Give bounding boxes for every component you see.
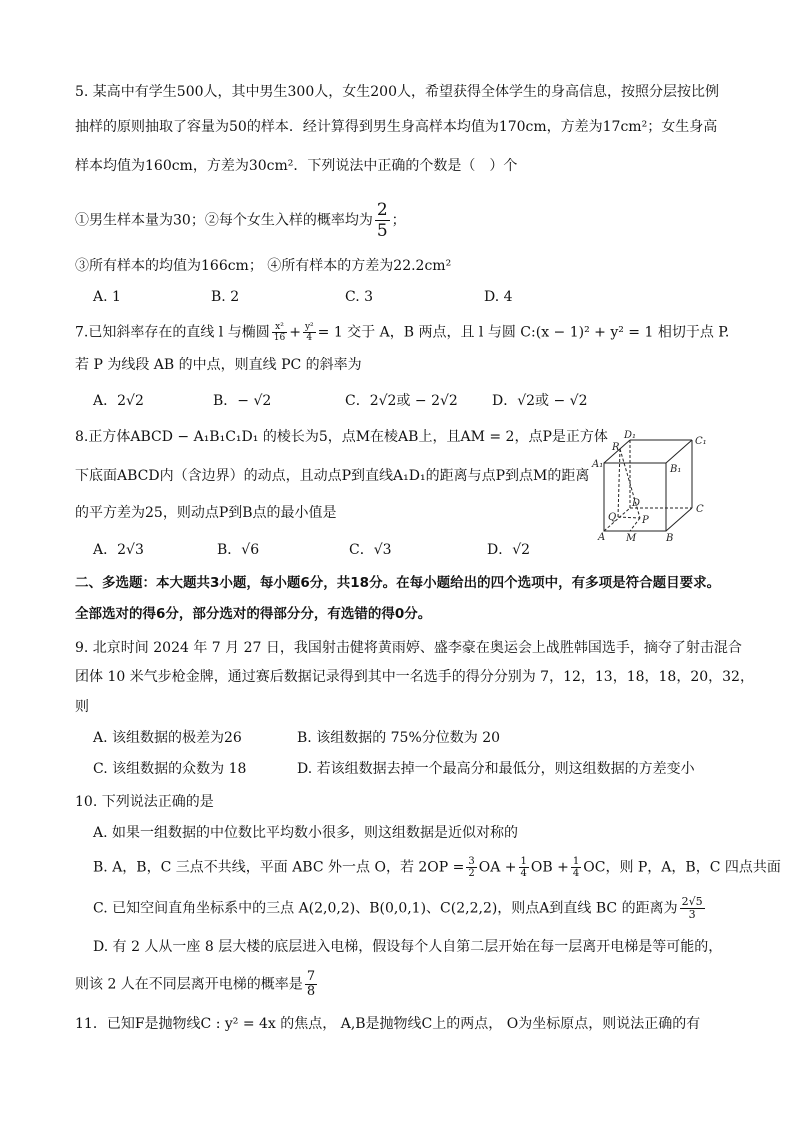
label-m: M (626, 533, 637, 544)
edge-b1-c1 (666, 440, 692, 463)
label-a1: A₁ (592, 459, 604, 470)
q9-line-3: 则 (75, 699, 89, 715)
q10-option-c (93, 896, 707, 921)
q7-ellipse-frac-2 (303, 322, 316, 343)
q10-b-frac-1 (466, 856, 476, 879)
label-q: Q (608, 512, 617, 523)
q7-option-a: A．2√2 (93, 393, 144, 409)
q7-ell-num-2: y² (304, 322, 314, 332)
q7-option-b: B．− √2 (213, 393, 272, 409)
label-a: A (598, 532, 606, 543)
q7-line1-b: = 1 交于 A，B 两点，且 l 与圆 C:(x − 1)² + y² = 1 相切于点 P. (317, 324, 730, 341)
q10-b-v1: OA + (478, 859, 517, 876)
q10-b-f3-den: 4 (572, 868, 580, 879)
q10-b-b: OC，则 P，A，B，C 四点共面 (583, 859, 781, 876)
q8-option-c: C．√3 (349, 542, 392, 558)
q9-option-d: D. 若该组数据去掉一个最高分和最低分，则这组数据的方差变小 (297, 761, 695, 777)
label-b: B (666, 533, 674, 544)
q5-s1-den: 5 (376, 221, 388, 241)
label-b1: B₁ (670, 464, 682, 475)
section2-line-1: 二、多选题：本大题共3小题，每小题6分，共18分。在每小题给出的四个选项中，有多项是符合题目要求。 (75, 575, 721, 591)
edge-b-c (666, 508, 692, 531)
q9-option-c: C. 该组数据的众数为 18 (93, 761, 247, 777)
q5-statement-1 (75, 200, 406, 241)
label-c: C (696, 504, 704, 515)
q10-b-f1-num: 3 (468, 856, 475, 867)
segment-q-p (618, 517, 640, 518)
q5-s1-prefix: ①男生样本量为30；②每个女生入样的概率均为 (75, 212, 373, 229)
q7-ellipse-frac-1 (272, 322, 287, 343)
segment-r-q (618, 449, 620, 517)
section2-line-2: 全部选对的得6分，部分选对的得部分分，有选错的得0分。 (75, 606, 432, 622)
q10-option-d-line-1: D. 有 2 人从一座 8 层大楼的底层进入电梯，假设每个人自第二层开始在每一层离开电梯是等可能的， (93, 939, 723, 955)
q9-line-1: 9. 北京时间 2024 年 7 月 27 日，我国射击健将黄雨婷、盛李豪在奥运会上战胜韩国选手，摘夺了射击混合 (75, 640, 742, 656)
q10-b-f3-num: 1 (572, 856, 580, 867)
q7-option-c: C．2√2或 − 2√2 (345, 393, 458, 409)
q10-option-a: A. 如果一组数据的中位数比平均数小很多，则这组数据是近似对称的 (93, 825, 519, 841)
q10-c-a: C. 已知空间直角坐标系中的三点 A(2,0,2)、B(0,0,1)、C(2,2,2)，则点A到直线 BC 的距离为 (93, 900, 678, 917)
q8-option-b: B．√6 (217, 542, 260, 558)
q5-line-2: 抽样的原则抽取了容量为50的样本．经计算得到男生身高样本均值为170cm，方差为17cm²；女生身高 (75, 119, 718, 135)
q7-line-2: 若 P 为线段 AB 的中点，则直线 PC 的斜率为 (75, 357, 362, 373)
q5-option-a: A. 1 (93, 289, 121, 305)
q9-option-b: B. 该组数据的 75%分位数为 20 (297, 730, 501, 746)
q10-b-a: B. A，B，C 三点不共线，平面 ABC 外一点 O，若 2OP = (93, 859, 465, 876)
label-c1: C₁ (695, 436, 707, 447)
q10-d-num: 7 (306, 969, 316, 984)
q7-line-1 (75, 322, 729, 343)
q5-option-c: C. 3 (345, 289, 374, 305)
q7-ell-num-1: x² (272, 322, 287, 333)
q10-b-f1-den: 2 (468, 868, 475, 879)
segment-p-m (630, 518, 640, 531)
q5-statement-2: ③所有样本的均值为166cm； ④所有样本的方差为22.2cm² (75, 258, 452, 274)
q10-b-f2-num: 1 (520, 856, 527, 867)
q5-option-b: B. 2 (211, 289, 240, 305)
q10-option-d-line-2 (75, 970, 319, 999)
q11-line-1: 11．已知F是抛物线C : y² = 4x 的焦点， A,B是抛物线C上的两点， O为坐标原点，则说法正确的有 (75, 1016, 701, 1032)
q9-option-a: A. 该组数据的极差为26 (93, 730, 242, 746)
q10-option-b (93, 856, 781, 879)
q7-ell-plus: + (289, 324, 301, 341)
q7-ell-den-1: 16 (273, 333, 286, 343)
q5-line-3: 样本均值为160cm，方差为30cm²．下列说法中正确的个数是（ ）个 (75, 158, 518, 174)
q8-line-3: 的平方差为25，则动点P到B点的最小值是 (75, 505, 337, 521)
q10-c-frac (680, 896, 705, 921)
q10-b-f2-den: 4 (520, 868, 527, 879)
q8-option-d: D．√2 (487, 542, 531, 558)
q10-b-v2: OB + (530, 859, 569, 876)
q9-line-2: 团体 10 米气步枪金牌，通过赛后数据记录得到其中一名选手的得分分别为 7，12，13，18，18，20，32， (75, 669, 754, 685)
label-d1: D₁ (624, 430, 637, 441)
q5-option-d: D. 4 (484, 289, 513, 305)
q10-b-frac-2 (519, 856, 529, 879)
q5-s1-num: 2 (376, 200, 388, 220)
q10-c-num: 2√5 (681, 895, 703, 908)
label-p: P (642, 515, 649, 526)
label-d: D (632, 498, 641, 509)
q7-ell-den-2: 4 (306, 333, 313, 343)
q10-d-frac (305, 970, 317, 999)
q10-b-frac-3 (571, 856, 581, 879)
q5-s1-suffix: ； (391, 212, 406, 229)
q7-line1-a: 7.已知斜率存在的直线 l 与椭圆 (75, 324, 270, 341)
q10-line-1: 10. 下列说法正确的是 (75, 794, 214, 810)
label-r: R (612, 442, 620, 453)
q10-c-den: 3 (688, 908, 696, 921)
q10-d-text: 则该 2 人在不同层离开电梯的概率是 (75, 976, 303, 993)
q8-option-a: A．2√3 (93, 542, 144, 558)
q7-option-d: D．√2或 − √2 (492, 393, 588, 409)
q10-d-den: 8 (306, 984, 316, 999)
q5-line-1: 5. 某高中有学生500人，其中男生300人，女生200人，希望获得全体学生的身高信息，按照分层按比例 (75, 84, 719, 100)
q8-line-2: 下底面ABCD内（含边界）的动点，且动点P到直线A₁D₁的距离与点P到点M的距离 (75, 468, 590, 484)
q8-line-1: 8.正方体ABCD − A₁B₁C₁D₁ 的棱长为5，点M在棱AB上，且AM = 2，点P是正方体 (75, 429, 608, 445)
q5-s1-fraction (375, 200, 390, 241)
cube-figure (590, 430, 715, 545)
